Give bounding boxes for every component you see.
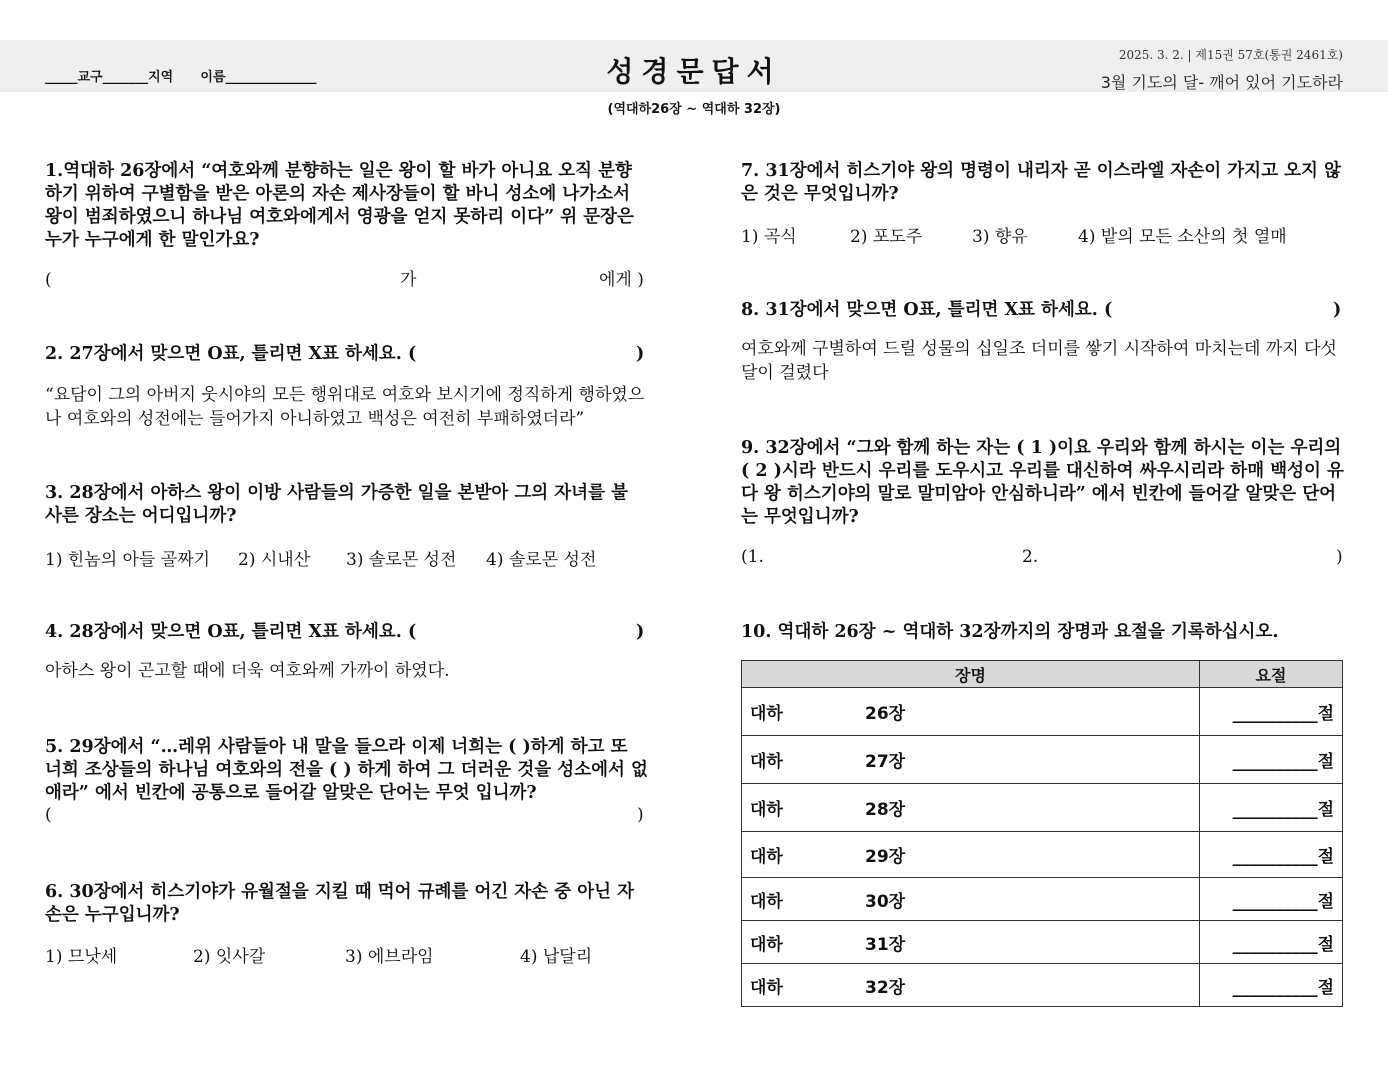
book-label: 대하 — [750, 934, 783, 955]
book-label: 대하 — [750, 800, 783, 820]
table-row — [742, 688, 1343, 736]
question-1: 1.역대하 26장에서 “여호와께 분향하는 일은 왕이 할 바가 아니요 오직 분향하기 위하여 구별함을 받은 아론의 자손 제사장들이 할 바니 성소에 나가소서 왕이 범죄하였으니 하나님 여호와에게서 영광을 얻지 못하리 이다” 위 문장은 누가 누구에게 한 말인가요? — [45, 161, 634, 250]
q6-option-1[interactable]: 1) 므낫세 — [45, 947, 118, 967]
chapter-label: 30장 — [865, 891, 906, 912]
verse-blank[interactable]: __________절 — [1200, 736, 1343, 784]
q3-option-4[interactable]: 4) 솔로몬 성전 — [486, 550, 597, 570]
q3-option-2[interactable]: 2) 시내산 — [238, 550, 311, 570]
book-label: 대하 — [750, 977, 783, 998]
question-7: 7. 31장에서 히스기야 왕의 명령이 내리자 곧 이스라엘 자손이 가지고 오지 않은 것은 무엇입니까? — [741, 161, 1341, 204]
issue-info: 2025. 3. 2. | 제15권 57호(통권 2461호) — [1118, 48, 1343, 62]
q6-option-2[interactable]: 2) 잇사갈 — [193, 947, 266, 967]
book-label: 대하 — [750, 752, 783, 772]
book-label: 대하 — [750, 891, 783, 912]
chapter-label: 27장 — [865, 752, 906, 772]
verse-blank[interactable]: __________절 — [1200, 832, 1343, 878]
column-chapter: 장명 — [742, 661, 1200, 688]
q9-answer-1: (1. — [741, 547, 764, 567]
chapter-cell — [742, 688, 1200, 736]
chapter-cell — [742, 736, 1200, 784]
page-title: 성경문답서 — [606, 55, 782, 88]
q1-answer-ga: 가 — [400, 270, 417, 290]
chapter-label: 29장 — [865, 847, 906, 867]
monthly-theme: 3월 기도의 달- 깨어 있어 기도하라 — [1100, 73, 1343, 92]
verse-blank[interactable]: __________절 — [1200, 921, 1343, 964]
q4-close: ) — [636, 622, 645, 642]
q1-answer-open: ( — [45, 270, 52, 290]
verse-blank[interactable]: __________절 — [1200, 878, 1343, 921]
table-row — [742, 964, 1343, 1007]
name-fields: _____교구_______지역 이름______________ — [45, 70, 317, 85]
q8-close: ) — [1333, 300, 1342, 320]
chapter-label: 28장 — [865, 800, 906, 820]
q5-answer-open: ( — [45, 805, 52, 825]
q8-statement: 여호와께 구별하여 드릴 성물의 십일조 더미를 쌓기 시작하여 마치는데 까지 다섯 달이 걸렸다 — [741, 339, 1337, 383]
q9-answer-2: 2. — [1022, 547, 1039, 567]
q1-answer-ege: 에게 ) — [599, 270, 644, 290]
q6-option-3[interactable]: 3) 에브라임 — [345, 947, 434, 967]
q7-option-4[interactable]: 4) 밭의 모든 소산의 첫 열매 — [1078, 227, 1287, 247]
question-2: 2. 27장에서 맞으면 O표, 틀리면 X표 하세요. ( — [45, 344, 417, 364]
q7-option-3[interactable]: 3) 향유 — [972, 227, 1028, 247]
verse-blank[interactable]: __________절 — [1200, 688, 1343, 736]
q5-answer-close: ) — [637, 805, 644, 825]
q3-option-1[interactable]: 1) 힌놈의 아들 골짜기 — [45, 550, 211, 570]
table-header-row — [742, 661, 1343, 688]
question-4: 4. 28장에서 맞으면 O표, 틀리면 X표 하세요. ( — [45, 622, 417, 642]
book-label: 대하 — [750, 704, 783, 724]
question-6: 6. 30장에서 히스기야가 유월절을 지킬 때 먹어 규례를 어긴 자손 중 아닌 자손은 누구입니까? — [45, 882, 635, 925]
question-10: 10. 역대하 26장 ~ 역대하 32장까지의 장명과 요절을 기록하십시오. — [741, 622, 1279, 642]
q2-statement: “요담이 그의 아버지 웃시야의 모든 행위대로 여호와 보시기에 정직하게 행하였으나 여호와의 성전에는 들어가지 아니하였고 백성은 여전히 부패하였더라” — [45, 385, 645, 429]
question-5: 5. 29장에서 “…레위 사람들아 내 말을 들으라 이제 너희는 ( )하게 하고 또 너희 조상들의 하나님 여호와의 전을 ( ) 하게 하여 그 더러운 것을 성소에서 없애라” 에서 빈칸에 공통으로 들어갈 알맞은 단어는 무엇 입니까? — [45, 737, 648, 803]
question-9: 9. 32장에서 “그와 함께 하는 자는 ( 1 )이요 우리와 함께 하시는 이는 우리의 ( 2 )시라 반드시 우리를 도우시고 우리를 대신하여 싸우시리라 하매 백성이 유다 왕 히스기야의 말로 말미암아 안심하니라” 에서 빈칸에 들어갈 알맞은 단어는 무엇입니까? — [741, 438, 1344, 527]
verse-blank[interactable]: __________절 — [1200, 784, 1343, 832]
q3-option-3[interactable]: 3) 솔로몬 성전 — [346, 550, 457, 570]
question-8: 8. 31장에서 맞으면 O표, 틀리면 X표 하세요. ( — [741, 300, 1113, 320]
chapter-cell — [742, 921, 1200, 964]
q7-option-1[interactable]: 1) 곡식 — [741, 227, 797, 247]
chapter-label: 26장 — [865, 704, 906, 724]
table-row — [742, 784, 1343, 832]
page-subtitle: (역대하26장 ~ 역대하 32장) — [607, 102, 781, 117]
q9-answer-close: ) — [1336, 547, 1343, 567]
q4-statement: 아하스 왕이 곤고할 때에 더욱 여호와께 가까이 하였다. — [45, 661, 450, 681]
chapter-label: 31장 — [865, 934, 906, 955]
chapter-cell — [742, 964, 1200, 1007]
chapter-verse-table — [741, 660, 1343, 1007]
q2-close: ) — [636, 344, 645, 364]
column-verse: 요절 — [1200, 661, 1343, 688]
q7-option-2[interactable]: 2) 포도주 — [850, 227, 923, 247]
chapter-label: 32장 — [865, 977, 906, 998]
table-row — [742, 921, 1343, 964]
table-row — [742, 736, 1343, 784]
question-3: 3. 28장에서 아하스 왕이 이방 사람들의 가증한 일을 본받아 그의 자녀를 불사른 장소는 어디입니까? — [45, 483, 628, 526]
book-label: 대하 — [750, 847, 783, 867]
chapter-cell — [742, 878, 1200, 921]
q6-option-4[interactable]: 4) 납달리 — [520, 947, 593, 967]
chapter-cell — [742, 832, 1200, 878]
verse-blank[interactable]: __________절 — [1200, 964, 1343, 1007]
chapter-cell — [742, 784, 1200, 832]
table-row — [742, 878, 1343, 921]
table-row — [742, 832, 1343, 878]
